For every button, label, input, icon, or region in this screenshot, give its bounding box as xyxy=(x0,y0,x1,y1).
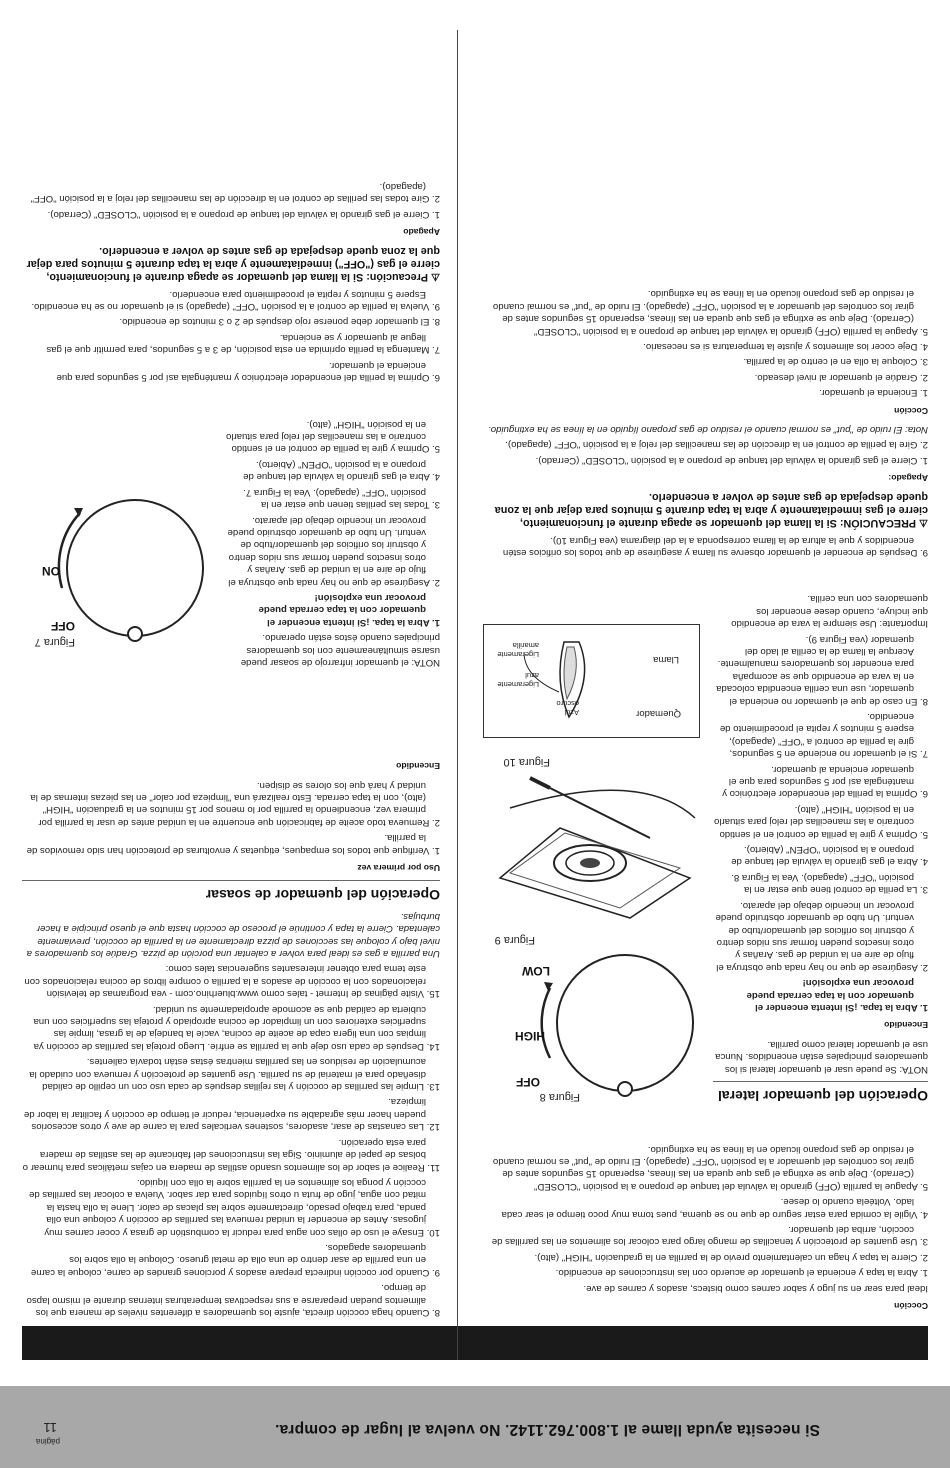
lateral-step: 8. En caso de que el quemador no encienda el quemador, use una cerilla encendida colocada en la vara de encendido que se acompaña para encender los quemadores manualmente. Acerque la llama de la cerilla al lado del quemador (vea Figura 9). xyxy=(716,633,928,707)
fig10-lig-amarilla-1: Ligeramente xyxy=(497,650,539,659)
sear-warning xyxy=(22,244,440,283)
fig7-off-label: OFF xyxy=(51,619,75,633)
fig10-lig-amarilla-2: amarilla xyxy=(512,641,539,650)
heading-rule xyxy=(22,880,440,881)
sear-step: 5. Oprima y gire la perilla de control en el sentido contrario a las manecillas del reloj para situarlo en la posición "HIGH" (alto). xyxy=(226,418,440,455)
lateral-encendido-heading: Encendido xyxy=(884,1020,928,1031)
fig10-lig-azul-2: azul xyxy=(525,671,539,680)
tip: 12. Las canastas de asar, asadores, sostenes verticales para la carne de ave y otros accesorios pueden hacer más agradable su experiencia, reducir el tiempo de cocción y facilitar la labor de limpieza. xyxy=(23,1096,440,1133)
lateral-step: 7. Si el quemador no enciende en 5 segundos, gire la perilla de control a "OFF" (apagado), espere 5 minutos y repita el procedimiento de encendido. xyxy=(719,711,928,760)
lateral-step: 3. La perilla de control tiene que estar en la posición "OFF" (apagado). Vea la Figura 8. xyxy=(731,871,928,896)
figure-10 xyxy=(485,618,700,768)
fig10-azul-oscuro-1: Azul xyxy=(564,708,579,717)
lateral-apagado-step: 1. Cierre el gas girando la válvula del tanque de propano a la posición "CLOSED" (Cerrado). xyxy=(535,454,928,466)
lateral-apagado-heading: Apagado: xyxy=(888,473,928,484)
section-header-bar xyxy=(22,1326,928,1360)
lateral-step: 1. Abra la tapa. ¡Si intenta encender el quemador con la tapa cerrada puede provocar una explosión! xyxy=(746,977,928,1013)
fig9-burner-drawing xyxy=(485,768,700,938)
tip: 15. Visite páginas de Internet - tales como www.bluerhino.com - vea programas de televisión relacionados con la cocción de asados a la parrilla o compre libros de cocina relacionados con este tema para obtener interesantes sugerencias tales como: xyxy=(24,963,440,1000)
heading-rule xyxy=(713,1081,928,1082)
sear-nota: NOTA: el quemador infrarrojo de soasar puede usarse simultáneamente con los quemadores principales cuando éstos están operando. xyxy=(240,632,440,668)
lateral-warning-text: PRECAUCIÓN: Si la llama del quemador se apaga durante el funcionamiento, cierre el gas inmediatamente y abra la tapa durante 5 minutos para dejar que la zona quede despejada de gas antes de volver a encenderlo. xyxy=(494,491,928,530)
sear-encendido-heading: Encendido xyxy=(396,761,440,772)
sear-steps-cont xyxy=(22,177,440,383)
right-column xyxy=(22,754,440,1318)
sear-step: 8. El quemador debe ponerse rojo después de 2 o 3 minutos de encendido. xyxy=(119,316,440,328)
coccion-step: 3. Use guantes de protección y tenacillas de mango largo para colocar los alimentos en las parrillas de cocción, arriba del quemador. xyxy=(491,1223,928,1248)
coccion-intro: Ideal para sear en su jugo y sabor carnes como bistecs, asados y carnes de ave. xyxy=(583,1282,928,1294)
help-banner xyxy=(0,1386,950,1468)
lateral-note: NOTA: Se puede usar el quemador lateral si los quemadores principales están encendidos. Nunca use el quemador lateral como parrilla. xyxy=(715,1038,928,1075)
figure-9-label: Figura 9 xyxy=(494,934,535,946)
coccion-step: 1. Abra la tapa y encienda el quemador de acuerdo con las instrucciones de encendido. xyxy=(555,1267,928,1279)
fig10-llama-label: Llama xyxy=(653,654,679,665)
pizza-tip: Una parrilla a gas es ideal para volver a calentar una porción de pizza. Gradúe los quemadores a nivel bajo y coloque las secciones de pizza directamente en la parrilla de cocción, previamente calentada. Cierre la tapa y continúe el proceso de cocción hasta que el queso principie a hacer burbujas. xyxy=(26,910,440,960)
fig7-on-label: ON xyxy=(42,564,60,578)
page-word: página xyxy=(35,1437,60,1446)
sear-apagado-heading: Apagado xyxy=(403,227,440,238)
lateral-apagado-note: Nota: El ruido de "put" es normal cuando el residuo de gas propano líquido en la línea se ha extinguido. xyxy=(488,423,928,435)
sear-step: 7. Mantenga la perilla oprimida en esta posición, de 3 a 5 segundos, para permitir que el gas llegue al quemador y se encienda. xyxy=(46,331,440,356)
fig8-knob-drawing xyxy=(485,953,700,1103)
sear-step: 4. Abra el gas girando la válvula del tanque de propano a la posición "OPEN" (Abierto). xyxy=(243,458,440,483)
figure-7 xyxy=(20,498,210,648)
sear-step: 3. Todas las perillas tienen que estar en la posición "OFF" (apagado). Vea la Figura 7. xyxy=(243,486,440,511)
sear-step: 6. Oprima la perilla del encendedor electrónico y manténgala así por 5 segundos para que encienda el quemador. xyxy=(56,359,440,383)
lateral-important: Importante: Use siempre la vara de encendido que incluye, cuando desee encender los quemadores con una cerilla. xyxy=(731,593,928,630)
fig10-lig-azul-1: Ligeramente xyxy=(497,680,539,689)
lateral-coccion-step: 4. Deje cocer los alimentos y ajuste la temperatura si es necesario. xyxy=(643,340,928,352)
sear-apagado-step: 1. Cierre el gas girando la válvula del tanque de propano a la posición "CLOSED" (Cerrado). xyxy=(47,208,440,220)
fig10-azul-oscuro xyxy=(556,699,579,717)
sear-step: 2. Asegúrese de que no hay nada que obstruya el flujo de aire en la unidad de gas. Arañas y otros insectos pueden formar sus nidos dentro y obstruir los orificios del quemador/tubo de venturi. Un tubo de quemador obstruido puede provocar un incendio debajo del aparato. xyxy=(227,514,440,588)
lateral-step: 5. Oprima y gire la perilla de control en el sentido contrario a las manecillas del reloj para situarlo en la posición "HIGH" (alto). xyxy=(714,803,928,840)
page-number: 11 xyxy=(43,1420,57,1435)
lateral-step: 2. Asegúrese de que no hay nada que obstruya el flujo de aire en la unidad de gas. Arañas y otros insectos pueden formar sus nidos dentro y obstruir los orificios del quemador/tubo de venturi. Un tubo de quemador obstruido puede provocar un incendio debajo del aparato. xyxy=(715,899,928,973)
column-divider xyxy=(457,30,458,1360)
fig10-ligeramente-amarilla xyxy=(497,641,539,659)
sear-heading: Operación del quemador de soasar xyxy=(205,887,440,904)
fig10-azul-oscuro-2: oscuro xyxy=(556,699,579,708)
coccion-step: 2. Cierre la tapa y haga un calentamiento previo de la parrilla en la graduación "HIGH" (alto). xyxy=(534,1251,928,1263)
figure-9 xyxy=(485,778,700,948)
lateral-coccion-step: 3. Coloque la olla en el centro de la parrilla. xyxy=(743,356,928,368)
lateral-section-cont xyxy=(488,284,928,558)
figure-7-label: Figura 7 xyxy=(34,636,75,648)
fig10-frame xyxy=(483,624,700,738)
sear-apagado-step: 2. Gire todas las perillas de control en la dirección de las manecillas del reloj a la posición "OFF" (apagado). xyxy=(30,180,440,205)
lateral-warning xyxy=(488,490,928,529)
fig8-high-label: HIGH xyxy=(515,1029,545,1043)
lateral-coccion-step: 2. Gradúe el quemador al nivel deseado. xyxy=(754,371,928,383)
lateral-coccion-step: 5. Apague la parrilla (OFF) girando la válvula del tanque de propano a la posición "CLOSED" (Cerrado). Deje que se extinga el gas que queda en las líneas, esperando 15 segundos antes de girar los controles del quemador a la posición "OFF" (apagado). El ruido de "put" es normal cuando el residuo de gas propano licuado en la línea se ha extinguido. xyxy=(492,288,928,337)
sear-step: 1. Abra la tapa. ¡Si intenta encender el quemador con la tapa cerrada puede provocar una explosión! xyxy=(258,591,440,628)
lateral-heading: Operación del quemador lateral xyxy=(717,1088,928,1104)
lateral-step: 9. Después de encender el quemador observe su llama y asegúrese de que todos los orificios estén encendidos y que la altura de la llama corresponda a la del diagrama (vea Figura 10). xyxy=(502,534,928,558)
fig10-quemador-label: Quemador xyxy=(636,708,681,719)
figure-8-label: Figura 8 xyxy=(539,1091,580,1103)
coccion-step: 4. Vigile la comida para estar seguro de que no se quema, pues toma muy poco tiempo el sear cada lado. Voltéela cuando lo desee. xyxy=(501,1196,928,1220)
primera-step: 1. Verifique que todos los empaques, etiquetas y envolturas de protección han sido removidos de la parrilla. xyxy=(26,832,440,856)
fig8-low-label: LOW xyxy=(522,964,550,978)
primera-step: 2. Remueva todo aceite de fabricación que encuentre en la unidad antes de usar la parrilla por primera vez, encendiendo la parrilla por lo menos por 15 minutos en la graduación "HIGH" (alto), con la tapa cerrada. Esto realizará una "limpieza por calor" en las piezas internas de la unidad y hará que los olores se disipen. xyxy=(30,779,440,828)
lateral-step: 6. Oprima la perilla del encendedor electrónico y manténgala así por 5 segundos para que el quemador encienda al quemador. xyxy=(722,763,928,800)
lateral-coccion-heading: Cocción xyxy=(894,405,928,416)
sear-warning-text: Precaución: Si la llama del quemador se apaga durante el funcionamiento, cierre el gas ("OFF") inmediatamente y abra la tapa durante 5 minutos para dejar que la zona quede despejada de gas antes de volver a encenderlo. xyxy=(26,245,440,284)
sear-step: 9. Vuelva la perilla de control a la posición "OFF" (apagado) si el quemador no se ha encendido. Espere 5 minutos y repita el procedimiento para encenderlo. xyxy=(31,288,440,312)
figure-10-label: Figura 10 xyxy=(503,756,550,768)
tip: 8. Cuando haga cocción directa, ajuste los quemadores a diferentes niveles de manera que los alimentos puedan prepararse a sus respectivas temperaturas internas durante el mismo lapso de tiempo. xyxy=(26,1282,440,1318)
tip: 14. Después de cada uso deje que la parrilla se enfríe. Luego proteja las parrillas de cocción ya limpias con una ligera capa de aceite de cocina, vacíe la bandeja de la grasa, limpie las superficies exteriores con un limpiador de cocina apropiado y proteja las superficies con una cubierta de calidad que se acomode apropiadamente su unidad. xyxy=(33,1003,440,1052)
help-phone-text: Si necesita ayuda llame al 1.800.762.1142. No vuelva al lugar de compra. xyxy=(274,1421,820,1438)
fig8-off-label: OFF xyxy=(516,1075,540,1089)
lateral-apagado-step: 2. Gire la perilla de control en la dirección de las manecillas del reloj a la posición "OFF" (apagado). xyxy=(505,439,928,451)
lateral-section xyxy=(713,589,928,1110)
left-column xyxy=(488,1139,928,1318)
tip: 10. Ensaye el uso de ollas con agua para reducir la combustión de grasa y cocer carnes muy jugosas. Antes de encender la unidad remueva las parrillas de cocción y coloque una olla panda, para trabajo pesado, directamente sobre las placas de calor. Llene la olla hasta la mitad con agua, jugo de fruta u otros líquidos para dar sabor. Vuelva a colocar las parrillas de cocción y ponga los alimentos en la parrilla sobre la olla con líquido. xyxy=(29,1176,440,1238)
warning-icon: ⚠ xyxy=(431,271,440,283)
coccion-step: 5. Apague la parrilla (OFF) girando la válvula del tanque de propano a la posición "CLOSED" (Cerrado). Deje que se extinga el gas que queda en las líneas, esperando 15 segundos antes de girar los controles del quemador a la posición "OFF" (apagado). El ruido de "put" es normal cuando el residuo de gas propano licuado en la línea se ha extinguido. xyxy=(492,1143,928,1192)
figure-8 xyxy=(485,953,700,1103)
fig10-ligeramente-azul xyxy=(497,671,539,689)
lateral-coccion-step: 1. Encienda el quemador. xyxy=(819,387,928,399)
warning-icon: ⚠ xyxy=(919,517,928,529)
tip: 9. Cuando por cocción indirecta prepare asados y porciones grandes de carne, coloque la carne en una parrilla de asar dentro de una olla de metal grueso. Coloque la olla sobre los quemadores apagados. xyxy=(30,1241,440,1278)
sear-steps xyxy=(225,414,440,668)
tip: 11. Realice el sabor de los alimentos usando astillas de madera en cajas metálicas para humear o bolsas de papel de aluminio. Siga las instrucciones del fabricante de las astillas de madera para esta operación. xyxy=(22,1136,440,1173)
primera-vez-heading: Uso por primera vez xyxy=(357,863,440,873)
lateral-step: 4. Abra el gas girando la válvula del tanque de propano a la posición "OPEN" (Abierto). xyxy=(731,844,928,868)
coccion-heading: Cocción xyxy=(894,1301,928,1311)
tip: 13. Limpie las parrillas de cocción y las rejillas después de cada uso con un cepillo de calidad diseñado para el material de su parrilla. Use guantes de protección y remueva con cuidado la acumulación de residuos en las parrillas mientras éstas están todavía calientes. xyxy=(29,1056,440,1093)
